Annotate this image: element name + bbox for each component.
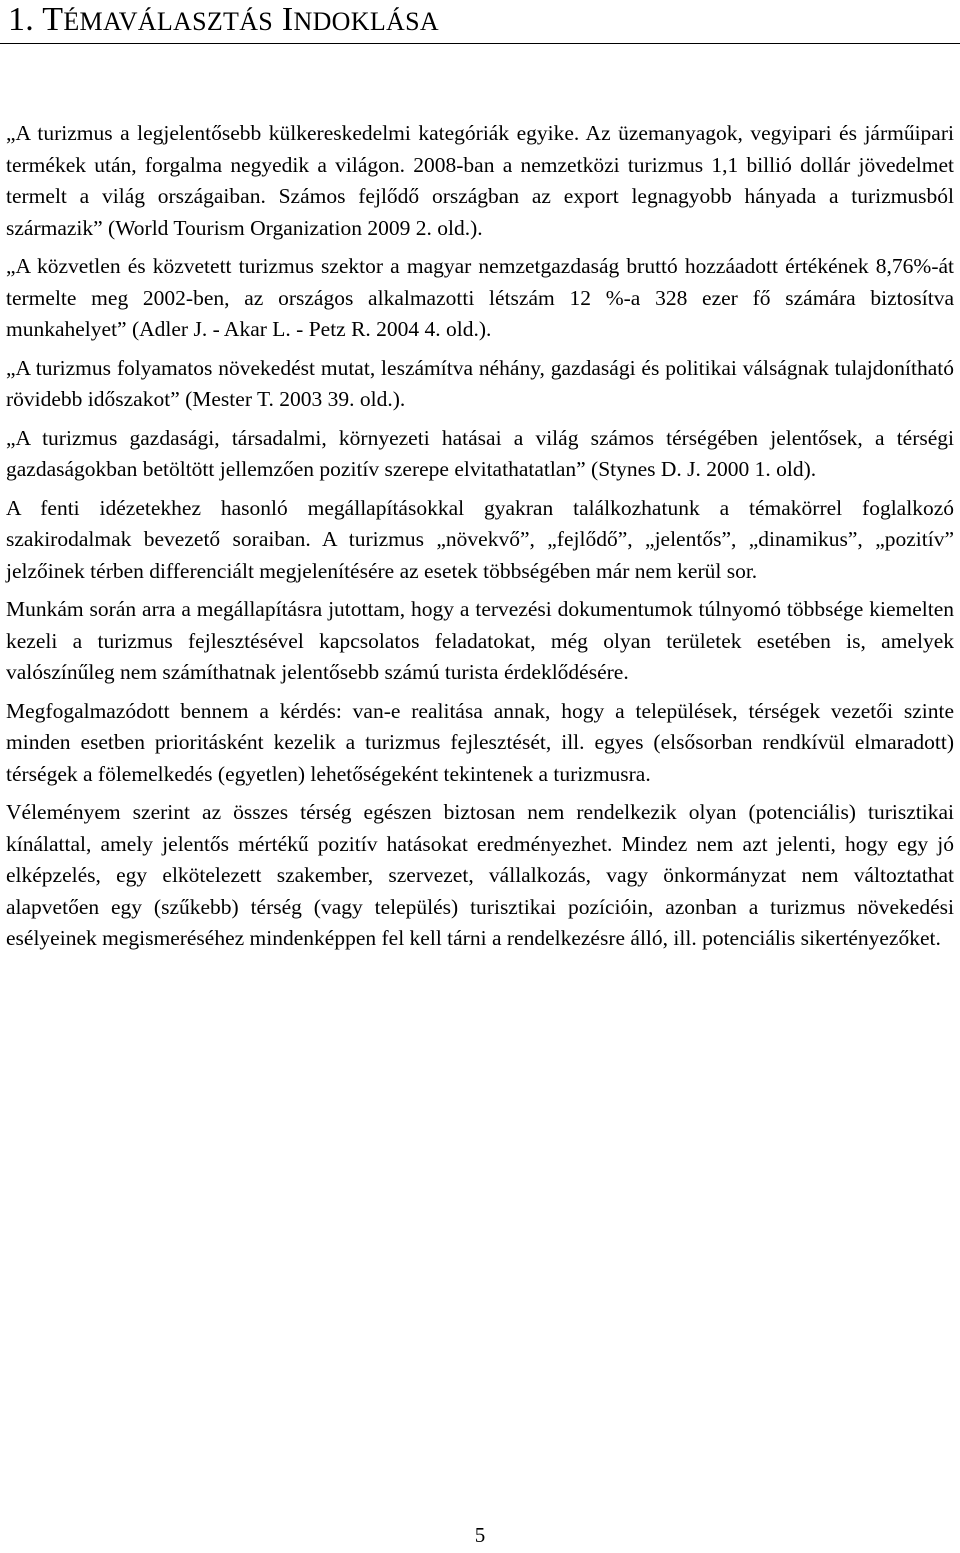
chapter-number: 1. [8,1,35,38]
body-paragraph-3: Megfogalmazódott bennem a kérdés: van-e realitása annak, hogy a települések, térségek vezetői szinte minden esetben prioritásként kezelik a turizmus fejlesztését, ill. egyes (elsősorban rendkívül elmaradott) térségek a fölemelkedés (egyetlen) lehetőségeként tekintenek a turizmusra. [6,698,954,786]
body-paragraph-4: Véleményem szerint az összes térség egészen biztosan nem rendelkezik olyan (potenciális) turisztikai kínálattal, amely jelentős mértékű pozitív hatásokat eredményezhet. Mindez nem azt jelenti, hogy egy jó elképzelés, egy elkötelezett szakember, szervezet, vállalkozás, vagy önkormányzat nem változtathat alapvetően egy (szűkebb) térség (vagy település) turisztikai pozícióin, azonban a turizmus növekedési esélyeinek megismeréséhez mindenképpen fel kell tárni a rendelkezésre álló, ill. potenciális sikertényezőket. [6,800,954,950]
body-paragraph-2: Munkám során arra a megállapításra jutottam, hogy a tervezési dokumentumok túlnyomó többsége kiemelten kezeli a turizmus fejlesztésével kapcsolatos feladatokat, még olyan területek esetében is, amelyek valószínűleg nem számíthatnak jelentősebb számú turista érdeklődésére. [6,597,954,684]
body-paragraph-1: A fenti idézetekhez hasonló megállapításokkal gyakran találkozhatunk a témakörrel foglalkozó szakirodalmak bevezető soraiban. A turizmus „növekvő”, „fejlődő”, „jelentős”, „dinamikus”, „pozitív” jelzőinek térben differenciált megjelenítésére az esetek többségében már nem kerül sor. [6,495,954,583]
page-number: 5 [474,1523,486,1547]
chapter-title: TÉMAVÁLASZTÁS INDOKLÁSA [42,1,439,38]
quote-paragraph-2: „A közvetlen és közvetett turizmus szektor a magyar nemzetgazdaság bruttó hozzáadott értékének 8,76%-át termelte meg 2002-ben, az országos alkalmazotti létszám 12 %-a 328 ezer fő számára biztosítva munkahelyet” (Adler J. - Akar L. - Petz R. 2004 4. old.). [6,254,954,341]
quote-paragraph-4: „A turizmus gazdasági, társadalmi, környezeti hatásai a világ számos térségében jelentősek, a térségi gazdaságokban betöltött jellemzően pozitív szerepe elvitathatatlan” (Stynes D. J. 2000 1. old). [6,425,954,481]
chapter-heading [8,0,439,44]
chapter-heading-row [0,0,960,46]
heading-underline [0,43,960,44]
quote-paragraph-3: „A turizmus folyamatos növekedést mutat, leszámítva néhány, gazdasági és politikai válságnak tulajdonítható rövidebb időszakot” (Mester T. 2003 39. old.). [6,355,954,411]
body-text [6,118,954,962]
quote-paragraph-1: „A turizmus a legjelentősebb külkereskedelmi kategóriák egyike. Az üzemanyagok, vegyipari és járműipari termékek után, forgalma negyedik a világon. 2008-ban a nemzetközi turizmus 1,1 billió dollár jövedelmet termelt a világ országaiban. Számos fejlődő országban az export legnagyobb hányada a turizmusból származik” (World Tourism Organization 2009 2. old.). [6,121,954,240]
